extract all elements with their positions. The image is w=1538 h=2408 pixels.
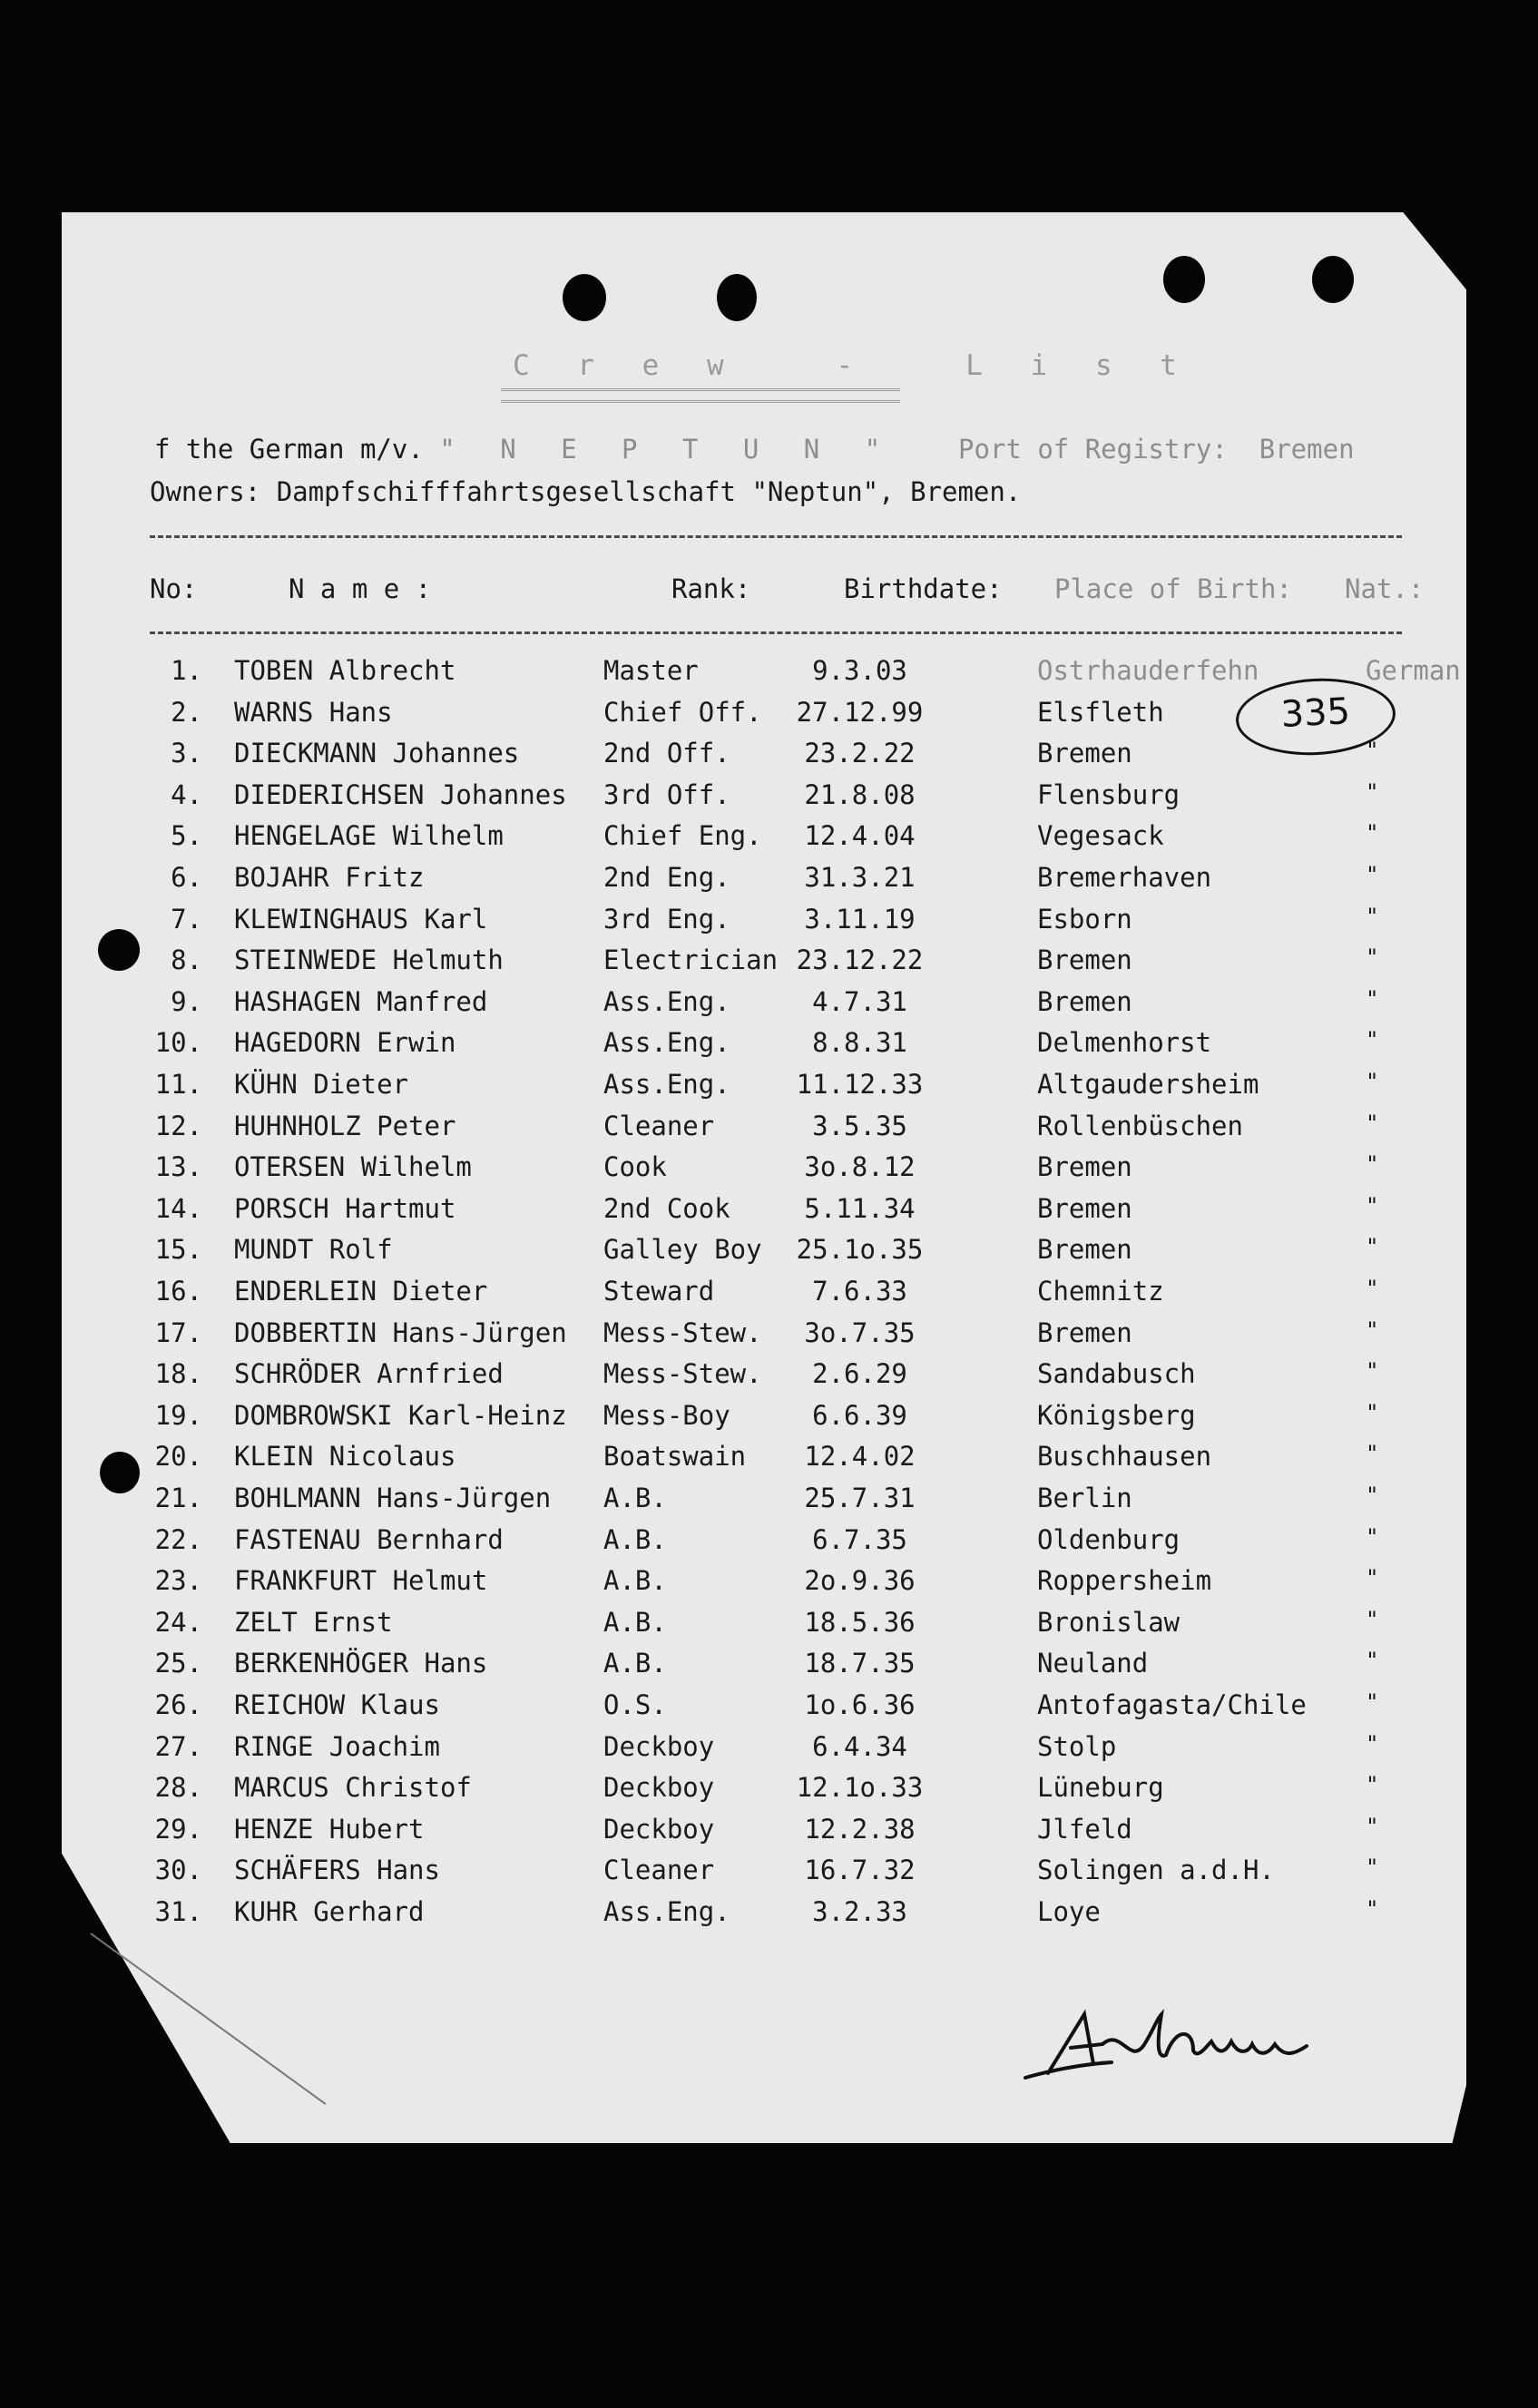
crew-birthdate: 3.5.35 [812,1110,907,1141]
crew-birthdate: 31.3.21 [804,862,916,893]
crew-birthdate: 18.5.36 [804,1606,916,1638]
crew-nationality: " [1366,1358,1379,1385]
crew-place-of-birth: Loye [1037,1896,1101,1927]
crew-no: 27. [154,1730,202,1762]
crew-place-of-birth: Esborn [1037,903,1132,935]
crew-rank: O.S. [603,1689,667,1720]
crew-no: 15. [154,1234,202,1266]
crew-place-of-birth: Bremen [1037,1234,1132,1266]
crew-birthdate: 3.2.33 [812,1896,907,1927]
crew-place-of-birth: Bremerhaven [1037,862,1212,893]
vessel-name: " N E P T U N " [439,434,896,465]
crew-place-of-birth: Bremen [1037,985,1132,1017]
crew-place-of-birth: Delmenhorst [1037,1027,1212,1059]
title-underline [501,388,900,403]
crew-rank: Deckboy [603,1813,715,1845]
crew-birthdate: 25.7.31 [804,1483,916,1513]
col-header-rank: Rank: [671,573,751,604]
crew-nationality: " [1366,862,1379,887]
crew-rank: Cleaner [603,1110,715,1141]
crew-nationality: " [1366,1855,1379,1881]
crew-nationality: " [1366,820,1379,847]
crew-place-of-birth: Elsfleth [1037,696,1164,728]
punch-hole [98,929,140,971]
crew-place-of-birth: Altgaudersheim [1037,1069,1259,1100]
crew-name: WARNS Hans [234,696,393,728]
crew-rank: A.B. [603,1523,667,1555]
crew-birthdate: 11.12.33 [796,1069,924,1100]
crew-nationality: " [1366,1151,1379,1178]
crew-nationality: " [1366,1192,1379,1219]
crew-name: KLEWINGHAUS Karl [234,903,488,935]
crew-nationality: " [1366,1523,1379,1550]
crew-rank: Deckboy [603,1730,715,1762]
crew-rank: 2nd Off. [603,738,730,769]
crew-no: 1. [171,655,202,686]
crew-place-of-birth: Bremen [1037,1192,1132,1224]
crew-place-of-birth: Bremen [1037,945,1132,976]
crew-name: HASHAGEN Manfred [234,985,488,1017]
crew-name: BOJAHR Fritz [234,862,425,893]
crew-nationality: " [1366,1648,1379,1674]
crew-birthdate: 12.2.38 [804,1813,916,1845]
crew-no: 25. [154,1648,202,1679]
crew-no: 31. [154,1896,202,1927]
crew-no: 13. [154,1151,202,1183]
crew-name: HENZE Hubert [234,1813,425,1845]
crew-no: 4. [171,778,202,810]
crew-no: 16. [154,1276,202,1307]
crew-nationality: " [1366,1772,1379,1798]
crew-no: 5. [171,820,202,852]
col-header-name: N a m e : [289,573,432,604]
crew-place-of-birth: Bremen [1037,738,1132,769]
crew-birthdate: 23.2.22 [804,738,916,769]
crew-nationality: " [1366,1896,1379,1922]
crew-birthdate: 12.1o.33 [796,1772,924,1804]
crew-no: 24. [154,1606,202,1638]
crew-place-of-birth: Stolp [1037,1730,1117,1762]
crew-nationality: " [1366,1276,1379,1301]
crew-place-of-birth: Flensburg [1037,778,1180,810]
crew-name: PORSCH Hartmut [234,1192,456,1224]
crew-birthdate: 6.7.35 [812,1523,907,1555]
crew-no: 3. [171,738,202,769]
crew-name: ENDERLEIN Dieter [234,1276,488,1307]
crew-no: 18. [154,1358,202,1390]
crew-rank: 3rd Eng. [603,903,730,935]
crew-rank: A.B. [603,1483,667,1513]
crew-birthdate: 2o.9.36 [804,1565,916,1597]
crew-nationality: " [1366,1813,1379,1839]
crew-birthdate: 9.3.03 [812,655,907,686]
crew-rank: 3rd Off. [603,778,730,810]
crew-rank: Steward [603,1276,715,1307]
crew-name: KLEIN Nicolaus [234,1441,456,1473]
crew-name: HENGELAGE Wilhelm [234,820,504,852]
crew-rank: Master [603,655,699,686]
crew-name: DIECKMANN Johannes [234,738,520,769]
crew-place-of-birth: Bronislaw [1037,1606,1180,1638]
crew-nationality: " [1366,1441,1379,1467]
col-header-nat: Nat.: [1345,573,1425,604]
crew-nationality: " [1366,1730,1379,1757]
crew-nationality: " [1366,985,1379,1012]
document-title: C r e w - L i s t [513,349,1192,382]
crew-place-of-birth: Neuland [1037,1648,1149,1679]
crew-name: REICHOW Klaus [234,1689,440,1720]
crew-place-of-birth: Lüneburg [1037,1772,1164,1804]
crew-birthdate: 2.6.29 [812,1358,907,1390]
crew-rank: Deckboy [603,1772,715,1804]
crew-nationality: " [1366,1027,1379,1053]
crew-no: 17. [154,1317,202,1348]
crew-name: OTERSEN Wilhelm [234,1151,472,1183]
punch-hole [717,274,757,321]
crew-birthdate: 23.12.22 [796,945,924,976]
vessel-prefix: f the German m/v. [154,434,424,465]
crew-no: 11. [154,1069,202,1100]
vessel-line [154,434,1355,465]
crew-place-of-birth: Roppersheim [1037,1565,1212,1597]
crew-rank: Cleaner [603,1855,715,1886]
crew-name: RINGE Joachim [234,1730,440,1762]
crew-name: MARCUS Christof [234,1772,472,1804]
crew-rank: Cook [603,1151,667,1183]
crew-rank: A.B. [603,1606,667,1638]
crew-birthdate: 27.12.99 [796,696,924,728]
crew-birthdate: 1o.6.36 [804,1689,916,1720]
crew-birthdate: 4.7.31 [812,985,907,1017]
crew-rank: Boatswain [603,1441,747,1473]
crew-place-of-birth: Chemnitz [1037,1276,1164,1307]
crew-no: 20. [154,1441,202,1473]
crew-rank: Galley Boy [603,1234,762,1266]
crew-place-of-birth: Königsberg [1037,1399,1196,1431]
crew-place-of-birth: Ostrhauderfehn [1037,655,1259,686]
crew-rank: A.B. [603,1648,667,1679]
separator-line [150,535,1402,538]
crew-no: 30. [154,1855,202,1886]
crew-name: STEINWEDE Helmuth [234,945,504,976]
crew-no: 26. [154,1689,202,1720]
crew-nationality: " [1366,778,1379,805]
crew-no: 12. [154,1110,202,1141]
crew-name: FRANKFURT Helmut [234,1565,488,1597]
crew-rank: Mess-Stew. [603,1358,762,1390]
crew-no: 23. [154,1565,202,1597]
crew-name: BERKENHÖGER Hans [234,1648,488,1679]
punch-hole [1163,256,1205,303]
owners-label: Owners: [150,476,261,507]
crew-name: BOHLMANN Hans-Jürgen [234,1483,552,1513]
signature-image [1021,1992,1347,2091]
crew-rank: 2nd Eng. [603,862,730,893]
crew-place-of-birth: Vegesack [1037,820,1164,852]
crew-rank: Mess-Stew. [603,1317,762,1348]
crew-no: 22. [154,1523,202,1555]
crew-place-of-birth: Oldenburg [1037,1523,1180,1555]
crew-name: SCHÄFERS Hans [234,1855,440,1886]
crew-no: 29. [154,1813,202,1845]
registry-value: Bremen [1259,434,1355,465]
crew-nationality: " [1366,738,1379,764]
crew-name: DIEDERICHSEN Johannes [234,778,567,810]
crew-name: MUNDT Rolf [234,1234,393,1266]
crew-rank: Chief Eng. [603,820,762,852]
crew-no: 28. [154,1772,202,1804]
crew-nationality: " [1366,1606,1379,1632]
col-header-no: No: [150,573,198,604]
page-number-stamp: 335 [1234,674,1397,759]
crew-no: 21. [154,1483,202,1513]
crew-birthdate: 6.4.34 [812,1730,907,1762]
crew-birthdate: 7.6.33 [812,1276,907,1307]
crew-rank: Ass.Eng. [603,1896,730,1927]
registry-label: Port of Registry: [958,434,1228,465]
crew-name: DOMBROWSKI Karl-Heinz [234,1399,567,1431]
crew-no: 2. [171,696,202,728]
crew-no: 7. [171,903,202,935]
crew-rank: Electrician [603,945,779,976]
crew-rank: Chief Off. [603,696,762,728]
separator-line [150,631,1402,634]
crew-nationality: " [1366,945,1379,971]
crew-rank: 2nd Cook [603,1192,730,1224]
crew-name: KUHR Gerhard [234,1896,425,1927]
punch-hole [100,1452,140,1493]
crew-birthdate: 5.11.34 [804,1192,916,1224]
crew-birthdate: 3.11.19 [804,903,916,935]
crew-place-of-birth: Solingen a.d.H. [1037,1855,1275,1886]
crew-place-of-birth: Buschhausen [1037,1441,1212,1473]
crew-birthdate: 3o.8.12 [804,1151,916,1183]
punch-hole [1312,256,1354,303]
punch-hole [563,274,606,321]
crew-place-of-birth: Bremen [1037,1317,1132,1348]
crew-no: 6. [171,862,202,893]
crew-rank: A.B. [603,1565,667,1597]
crew-place-of-birth: Bremen [1037,1151,1132,1183]
crew-place-of-birth: Jlfeld [1037,1813,1132,1845]
col-header-birthdate: Birthdate: [844,573,1003,604]
crew-birthdate: 18.7.35 [804,1648,916,1679]
owners-value: Dampfschifffahrtsgesellschaft "Neptun", Bremen. [276,476,1022,507]
crew-name: FASTENAU Bernhard [234,1523,504,1555]
crew-name: ZELT Ernst [234,1606,393,1638]
crew-nationality: German [1366,655,1461,686]
crew-name: DOBBERTIN Hans-Jürgen [234,1317,567,1348]
crew-name: SCHRÖDER Arnfried [234,1358,504,1390]
crew-nationality: " [1366,1689,1379,1715]
crew-nationality: " [1366,1234,1379,1260]
crew-rank: Ass.Eng. [603,1027,730,1059]
crew-place-of-birth: Antofagasta/Chile [1037,1689,1307,1720]
crew-no: 8. [171,945,202,976]
crew-birthdate: 12.4.02 [804,1441,916,1473]
crew-birthdate: 21.8.08 [804,778,916,810]
crew-nationality: " [1366,1483,1379,1508]
crew-birthdate: 16.7.32 [804,1855,916,1886]
crew-place-of-birth: Berlin [1037,1483,1132,1513]
crew-no: 14. [154,1192,202,1224]
crew-no: 9. [171,985,202,1017]
crew-birthdate: 12.4.04 [804,820,916,852]
crew-rank: Ass.Eng. [603,1069,730,1100]
crew-nationality: " [1366,903,1379,929]
crew-place-of-birth: Rollenbüschen [1037,1110,1243,1141]
crew-rank: Mess-Boy [603,1399,730,1431]
owners-line [150,476,1021,507]
crew-name: HAGEDORN Erwin [234,1027,456,1059]
crew-nationality: " [1366,1069,1379,1094]
crew-no: 10. [154,1027,202,1059]
crew-nationality: " [1366,1399,1379,1425]
crew-nationality: " [1366,1565,1379,1591]
crew-birthdate: 25.1o.35 [796,1234,924,1266]
crew-birthdate: 6.6.39 [812,1399,907,1431]
crew-nationality: " [1366,1317,1379,1343]
crew-name: KÜHN Dieter [234,1069,409,1100]
crew-name: TOBEN Albrecht [234,655,456,686]
crew-name: HUHNHOLZ Peter [234,1110,456,1141]
crew-rank: Ass.Eng. [603,985,730,1017]
col-header-place: Place of Birth: [1054,573,1292,604]
crew-birthdate: 3o.7.35 [804,1317,916,1348]
crew-place-of-birth: Sandabusch [1037,1358,1196,1390]
crew-birthdate: 8.8.31 [812,1027,907,1059]
crew-nationality: " [1366,1110,1379,1136]
crew-no: 19. [154,1399,202,1431]
